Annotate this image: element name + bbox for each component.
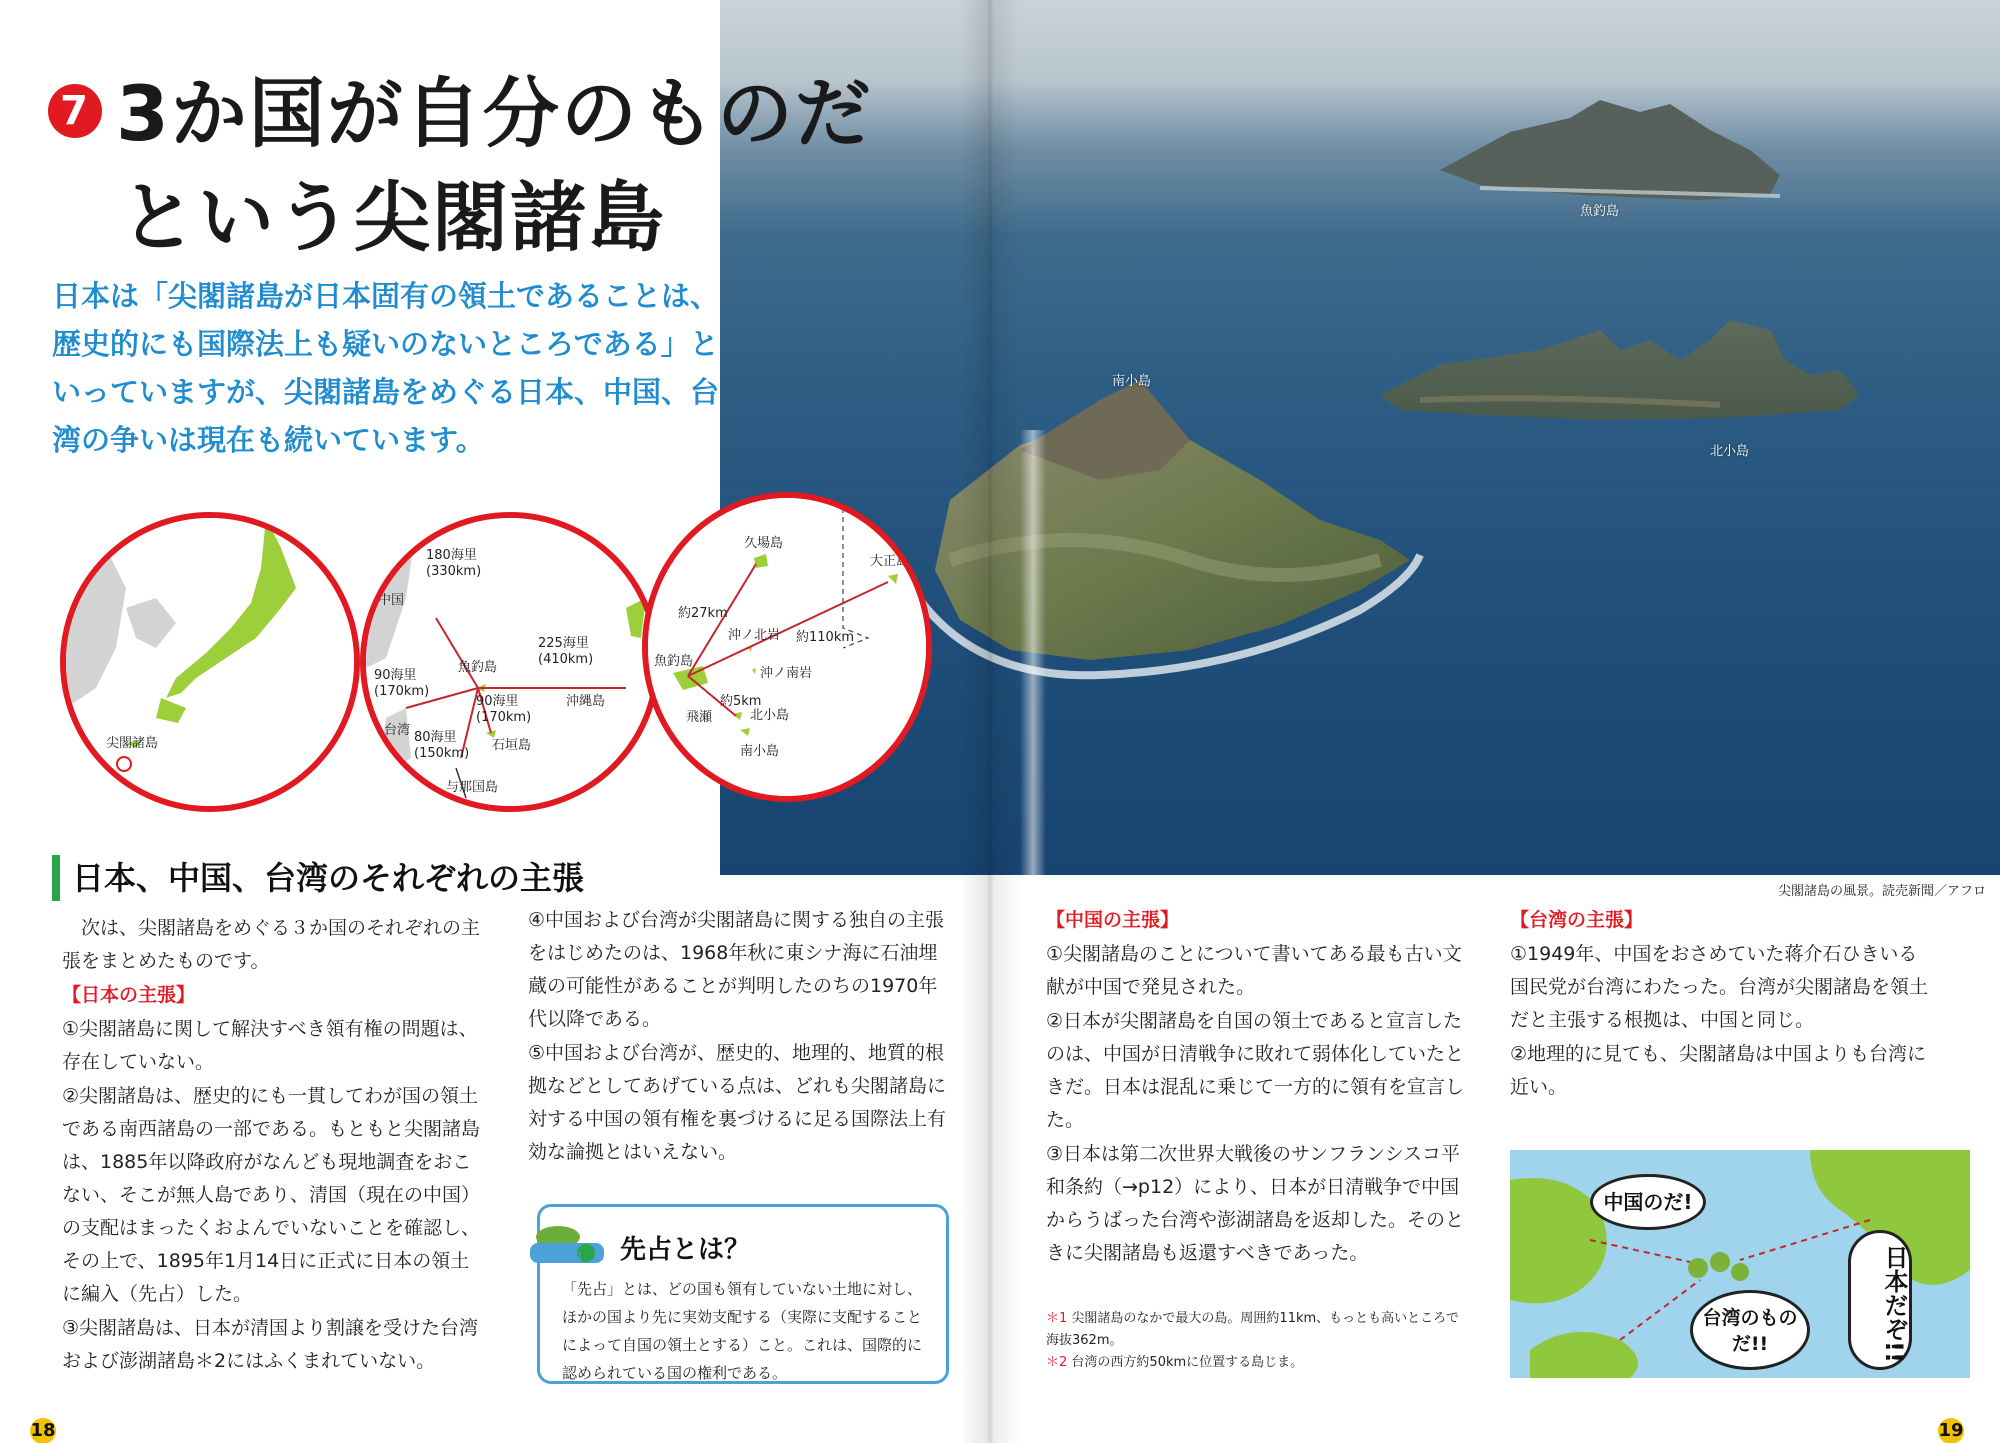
map-tobise: 飛瀬: [686, 710, 713, 725]
column-taiwan: [1510, 904, 1930, 1105]
taiwan-heading: 【台湾の主張】: [1510, 909, 1644, 931]
map-d-ishigaki: 90海里 (170km): [476, 694, 532, 725]
footnote-2-mark: ＊2: [1046, 1355, 1068, 1370]
bubble-taiwan: 台湾のものだ!!: [1690, 1290, 1810, 1370]
intro-text: 次は、尖閣諸島をめぐる３か国のそれぞれの主張をまとめたものです。: [62, 917, 481, 972]
map-kuba: 久場島: [744, 536, 784, 551]
page-number-right: 19: [1938, 1418, 1964, 1443]
japan-item-3: ③尖閣諸島は、日本が清国より割譲を受けた台湾および澎湖諸島＊2にはふくまれていない。: [62, 1317, 479, 1372]
japan-item-1: ①尖閣諸島に関して解決すべき領有権の問題は、存在していない。: [62, 1018, 478, 1073]
china-item-3: ③日本は第二次世界大戦後のサンフランシスコ平和条約（→p12）により、日本が日清戦争で中国からうばった台湾や澎湖諸島を返却した。そのときに尖閣諸島も返還すべきであった。: [1046, 1143, 1465, 1264]
japan-heading: 【日本の主張】: [62, 984, 196, 1006]
bubble-china: 中国のだ!: [1590, 1174, 1706, 1230]
map-minamikojima: 南小島: [740, 744, 780, 759]
map-d27: 約27km: [678, 606, 728, 621]
column-china: [1046, 904, 1466, 1271]
chapter-number: 7: [48, 84, 102, 138]
map-d-china: 180海里 (330km): [426, 548, 482, 579]
claims-illustration: [1510, 1150, 1970, 1378]
footnote-2: [1046, 1352, 1466, 1374]
china-item-2: ②日本が尖閣諸島を自国の領土であると宣言したのは、中国が日清戦争に敗れて弱体化していたときだ。日本は混乱に乗じて一方的に領有を宣言した。: [1046, 1010, 1465, 1131]
photo-label-uotsuri: 魚釣島: [1580, 204, 1620, 219]
title-line-1: 3か国が自分のものだ: [116, 69, 873, 158]
footnote-2-text: 台湾の西方約50kmに位置する島じま。: [1071, 1355, 1304, 1370]
map-ishigaki: 石垣島: [492, 738, 532, 753]
footnote-1: [1046, 1308, 1466, 1352]
map-d110: 約110km: [796, 630, 855, 645]
section-heading: 日本、中国、台湾のそれぞれの主張: [52, 855, 584, 901]
bubble-japan: 日本だぞ!!: [1848, 1230, 1912, 1370]
map-kitakojima: 北小島: [750, 708, 790, 723]
footnote-1-text: 尖閣諸島のなかで最大の島。周囲約11km、もっとも高いところで海抜362m。: [1046, 1311, 1460, 1348]
plus-text: 「先占」とは、どの国も領有していない土地に対し、ほかの国より先に実効支配する（実際に支配することによって自国の領土とする）こと。これは、国際的に認められている国の権利である。: [562, 1280, 923, 1382]
footnotes: [1046, 1308, 1466, 1374]
photo-label-minami: 南小島: [1112, 374, 1152, 389]
map-taiwan: 台湾: [384, 723, 411, 738]
japan-item-5: ⑤中国および台湾が、歴史的、地理的、地質的根拠などとしてあげている点は、どれも尖閣諸島に対する中国の領有権を裏づけるに足る国際法上有効な論拠とはいえない。: [528, 1042, 947, 1163]
footnote-1-mark: ＊1: [1046, 1311, 1068, 1326]
map-minamiiwa: 沖ノ南岩: [760, 666, 813, 681]
china-item-1: ①尖閣諸島のことについて書いてある最も古い文献が中国で発見された。: [1046, 943, 1462, 998]
plus-box: [537, 1204, 949, 1384]
map-okinawa: 沖縄島: [566, 694, 606, 709]
map-japan: [60, 512, 360, 812]
lead-paragraph: 日本は「尖閣諸島が日本固有の領土であることは、歴史的にも国際法上も疑いのないところである」といっていますが、尖閣諸島をめぐる日本、中国、台湾の争いは現在も続いています。: [52, 279, 720, 457]
map-taisho: 大正島: [870, 554, 910, 569]
china-heading: 【中国の主張】: [1046, 909, 1180, 931]
japan-item-2: ②尖閣諸島は、歴史的にも一貫してわが国の領土である南西諸島の一部である。もともと尖閣諸島は、1885年以降政府がなんども現地調査をおこない、そこが無人島であり、清国（現在の中国）の支配はまったくおよんでいないことを確認し、その上で、1895年1月14日に正式に日本の領土に編入（先占）した。: [62, 1085, 481, 1305]
map-d-taiwan: 90海里 (170km): [374, 668, 430, 699]
plus-badge-label: プラス 1: [540, 1250, 584, 1263]
map-uotsuri: 魚釣島: [458, 660, 498, 675]
map-d-okinawa: 225海里 (410km): [538, 636, 594, 667]
map-d-yonaguni: 80海里 (150km): [414, 730, 470, 761]
taiwan-item-1: ①1949年、中国をおさめていた蒋介石ひきいる国民党が台湾にわたった。台湾が尖閣諸島を領土だと主張する根拠は、中国と同じ。: [1510, 943, 1929, 1031]
map-kitaiwa: 沖ノ北岩: [728, 628, 781, 643]
map-d5: 約5km: [720, 694, 762, 709]
title-line-2: という尖閣諸島: [120, 173, 666, 262]
photo-label-kita: 北小島: [1710, 444, 1750, 459]
column-japan-1: [62, 912, 482, 1379]
map-region: [360, 512, 660, 812]
japan-item-4: ④中国および台湾が尖閣諸島に関する独自の主張をはじめたのは、1968年秋に東シナ海に石油埋蔵の可能性があることが判明したのちの1970年代以降である。: [528, 909, 945, 1030]
map-china: 中国: [378, 593, 405, 608]
photo-credit: 尖閣諸島の風景。読売新聞／アフロ: [1777, 884, 1986, 899]
map-uotsuri-r: 魚釣島: [654, 654, 694, 669]
column-japan-2: [528, 904, 948, 1170]
page-number-left: 18: [30, 1418, 56, 1443]
map-senkaku-detail: [642, 492, 932, 802]
taiwan-item-2: ②地理的に見ても、尖閣諸島は中国よりも台湾に近い。: [1510, 1043, 1927, 1098]
map-label-senkaku: 尖閣諸島: [106, 736, 159, 751]
plus-heading: 先占とは？: [620, 1235, 751, 1265]
page-title: [48, 62, 873, 270]
map-group: [60, 492, 940, 842]
map-yonaguni: 与那国島: [446, 780, 499, 795]
